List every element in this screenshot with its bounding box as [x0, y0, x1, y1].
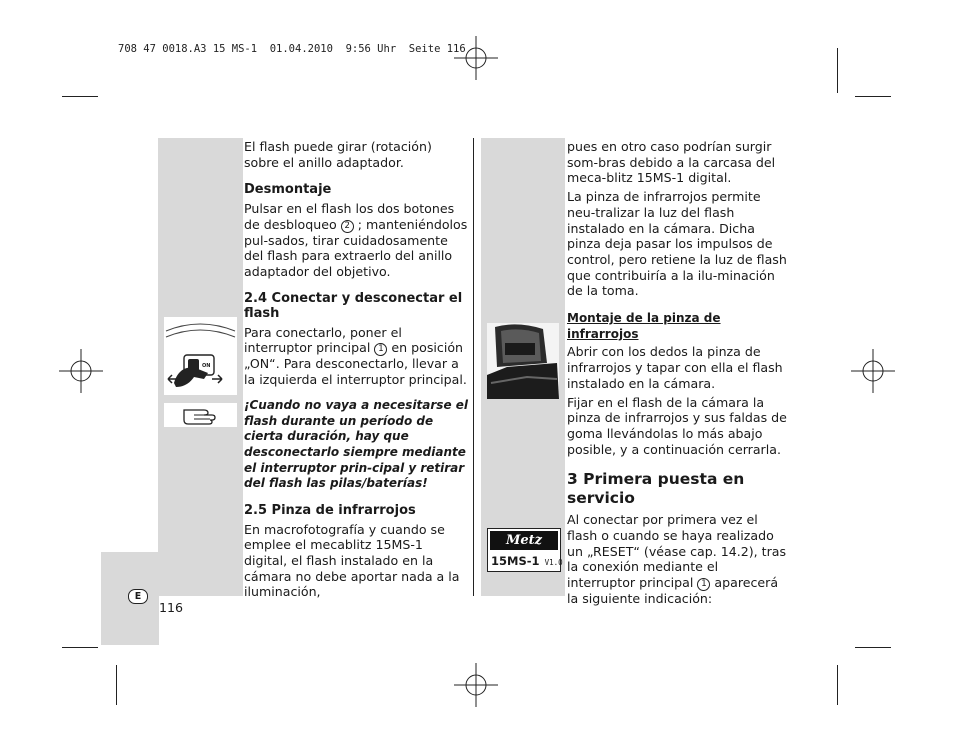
registration-mark-right — [849, 347, 897, 395]
callout-marker: 2 — [341, 220, 354, 233]
switch-illustration — [164, 317, 237, 395]
crop-mark — [837, 665, 838, 705]
callout-marker: 1 — [374, 343, 387, 356]
language-badge: E — [128, 589, 148, 604]
section-2-5-heading: 2.5 Pinza de infrarrojos — [244, 503, 416, 519]
crop-mark — [62, 647, 98, 648]
continuation-paragraph: pues en otro caso podrían surgir som-bras debido a la carcasa del meca-blitz 15MS-1 digital. — [567, 139, 776, 186]
infrared-clip-paragraph: La pinza de infrarrojos permite neu-tralizar la luz del flash instalado en la cámara. Dicha pinza deja pasar los impulsos de control, pero retiene la luz de flash que contribuiría a la ilu-minación de la toma. — [567, 189, 787, 299]
print-slug: 708 47 0018.A3 15 MS-1 01.04.2010 9:56 Uhr Seite 116 — [118, 43, 466, 55]
metz-logo: Metz — [490, 531, 558, 550]
intro-paragraph: El flash puede girar (rotación) sobre el anillo adaptador. — [244, 139, 432, 170]
column-divider — [473, 138, 474, 596]
crop-mark — [62, 96, 98, 97]
crop-mark — [116, 665, 117, 705]
flash-display — [487, 528, 561, 572]
registration-mark-left — [57, 347, 105, 395]
left-text-column — [244, 139, 469, 600]
section-2-4-paragraph: Para conectarlo, poner el interruptor principal 1 en posición „ON“. Para desconectarlo, llevar a la izquierda el interruptor principal. — [244, 324, 467, 388]
montaje-paragraph-2: Fijar en el flash de la cámara la pinza de infrarrojos y sus faldas de goma llevándolas lo más abajo posible, y a continuación cerrarla. — [567, 394, 787, 457]
display-model: 15MS-1 — [491, 554, 540, 568]
crop-mark — [855, 647, 891, 648]
crop-mark — [855, 96, 891, 97]
display-version: V1.0 — [544, 558, 563, 567]
desmontaje-paragraph: Pulsar en el flash los dos botones de desbloqueo 2 ; manteniéndolos pul-sados, tirar cuidadosamente del flash para extraerlo del anillo adaptador del objetivo. — [244, 200, 468, 280]
registration-mark-top — [452, 34, 500, 82]
crop-mark — [837, 48, 838, 93]
registration-mark-bottom — [452, 661, 500, 709]
switch-on-label: ON — [202, 363, 211, 369]
page-number: 116 — [159, 600, 184, 615]
pointing-hand-icon — [164, 403, 237, 427]
section-2-4-heading: 2.4 Conectar y desconectar el flash — [244, 290, 463, 322]
montaje-paragraph-1: Abrir con los dedos la pinza de infrarrojos y tapar con ella el flash instalado en la cámara. — [567, 344, 783, 391]
section-3-paragraph: Al conectar por primera vez el flash o cuando se haya realizado un „RESET“ (véase cap. 14.2), tras la conexión mediante el interruptor principal 1 aparecerá la siguiente indicación: — [567, 512, 787, 607]
montaje-heading: Montaje de la pinza de infrarrojos — [567, 311, 721, 341]
callout-marker: 1 — [697, 578, 710, 591]
warning-note: ¡Cuando no vaya a necesitarse el flash durante un período de cierta duración, hay que desconectarlo siempre mediante el interruptor prin-cipal y retirar del flash las pilas/baterías! — [244, 397, 469, 491]
section-2-5-paragraph: En macrofotografía y cuando se emplee el mecablitz 15MS-1 digital, el flash instalado en la cámara no debe aportar nada a la iluminación, — [244, 521, 460, 600]
section-3-heading: 3 Primera puesta en servicio — [567, 470, 745, 508]
infrared-clip-photo — [487, 323, 559, 399]
desmontaje-heading: Desmontaje — [244, 182, 332, 198]
right-text-column — [567, 139, 789, 607]
